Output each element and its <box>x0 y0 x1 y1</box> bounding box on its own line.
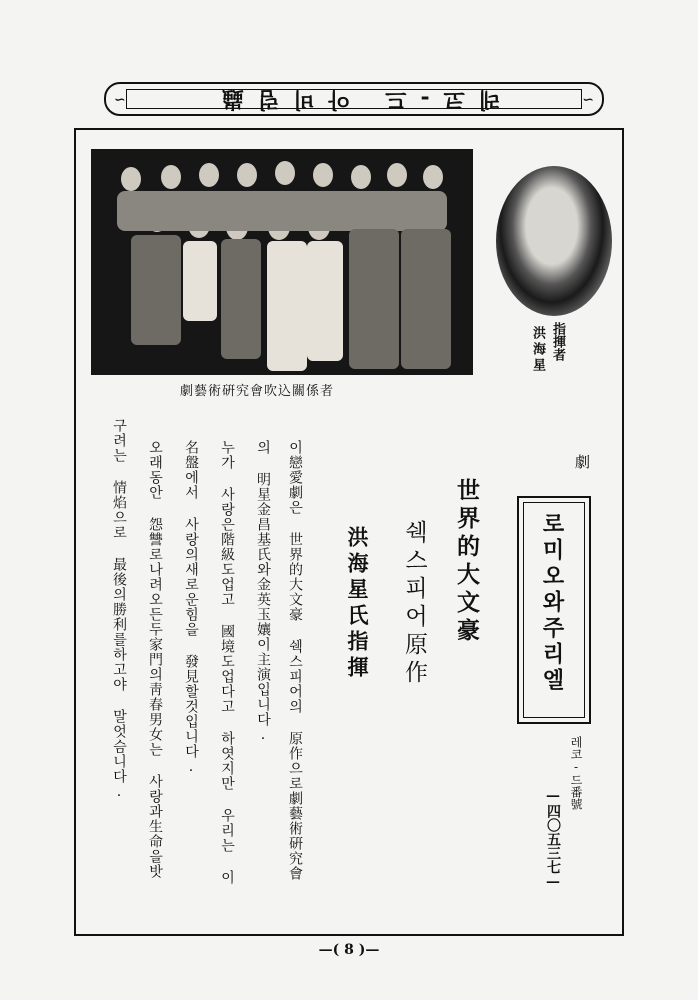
photo-caption: 劇藝術硏究會吹込關係者 <box>180 384 335 399</box>
body-line-4: 名盤에서 사랑의새로운힘을 發見할것입니다. <box>183 440 199 776</box>
body-line-5: 오래동안 怨讐로나려오든두家門의靑春男女는 사랑과生命을밧 <box>147 440 163 879</box>
body-line-3: 누가 사랑은階級도업고 國境도업다고 하엿지만 우리는 이 <box>219 440 235 885</box>
scroll-ornament-icon: ∽ <box>582 92 594 108</box>
header-banner <box>104 82 604 116</box>
conductor-portrait <box>496 166 612 316</box>
scroll-ornament-icon: ∽ <box>114 92 126 108</box>
heading-line-3: 洪海星氏指揮 <box>345 526 370 682</box>
group-photo-figures <box>91 149 473 375</box>
record-number: —四〇五三七— <box>545 788 561 890</box>
body-line-2: 의 明星金昌基氏와金英玉孃이主演입니다. <box>255 440 271 744</box>
genre-label: 劇 <box>573 454 591 469</box>
body-line-1: 이戀愛劇은 世界的大文豪 쉑스피어의 原作으로劇藝術硏究會 <box>287 440 303 881</box>
portrait-label-role: 指揮者 <box>550 322 565 361</box>
record-number-label: 레코-드番號 <box>569 736 583 810</box>
body-line-6: 구려는 情焰으로 最後의勝利를하고야 말엇슴니다. <box>111 418 127 801</box>
banner-title: 레코-드 아비럼蟲 <box>207 86 501 112</box>
portrait-label-name: 洪海星 <box>530 326 545 374</box>
page-number: —( 8 )— <box>318 942 380 958</box>
heading-line-2: 쉑스피어原作 <box>401 520 427 688</box>
heading-line-1: 世界的大文豪 <box>453 478 480 646</box>
record-title-box <box>517 496 591 724</box>
group-photo <box>91 149 473 375</box>
record-title: 로미오와주리엘 <box>539 512 565 694</box>
